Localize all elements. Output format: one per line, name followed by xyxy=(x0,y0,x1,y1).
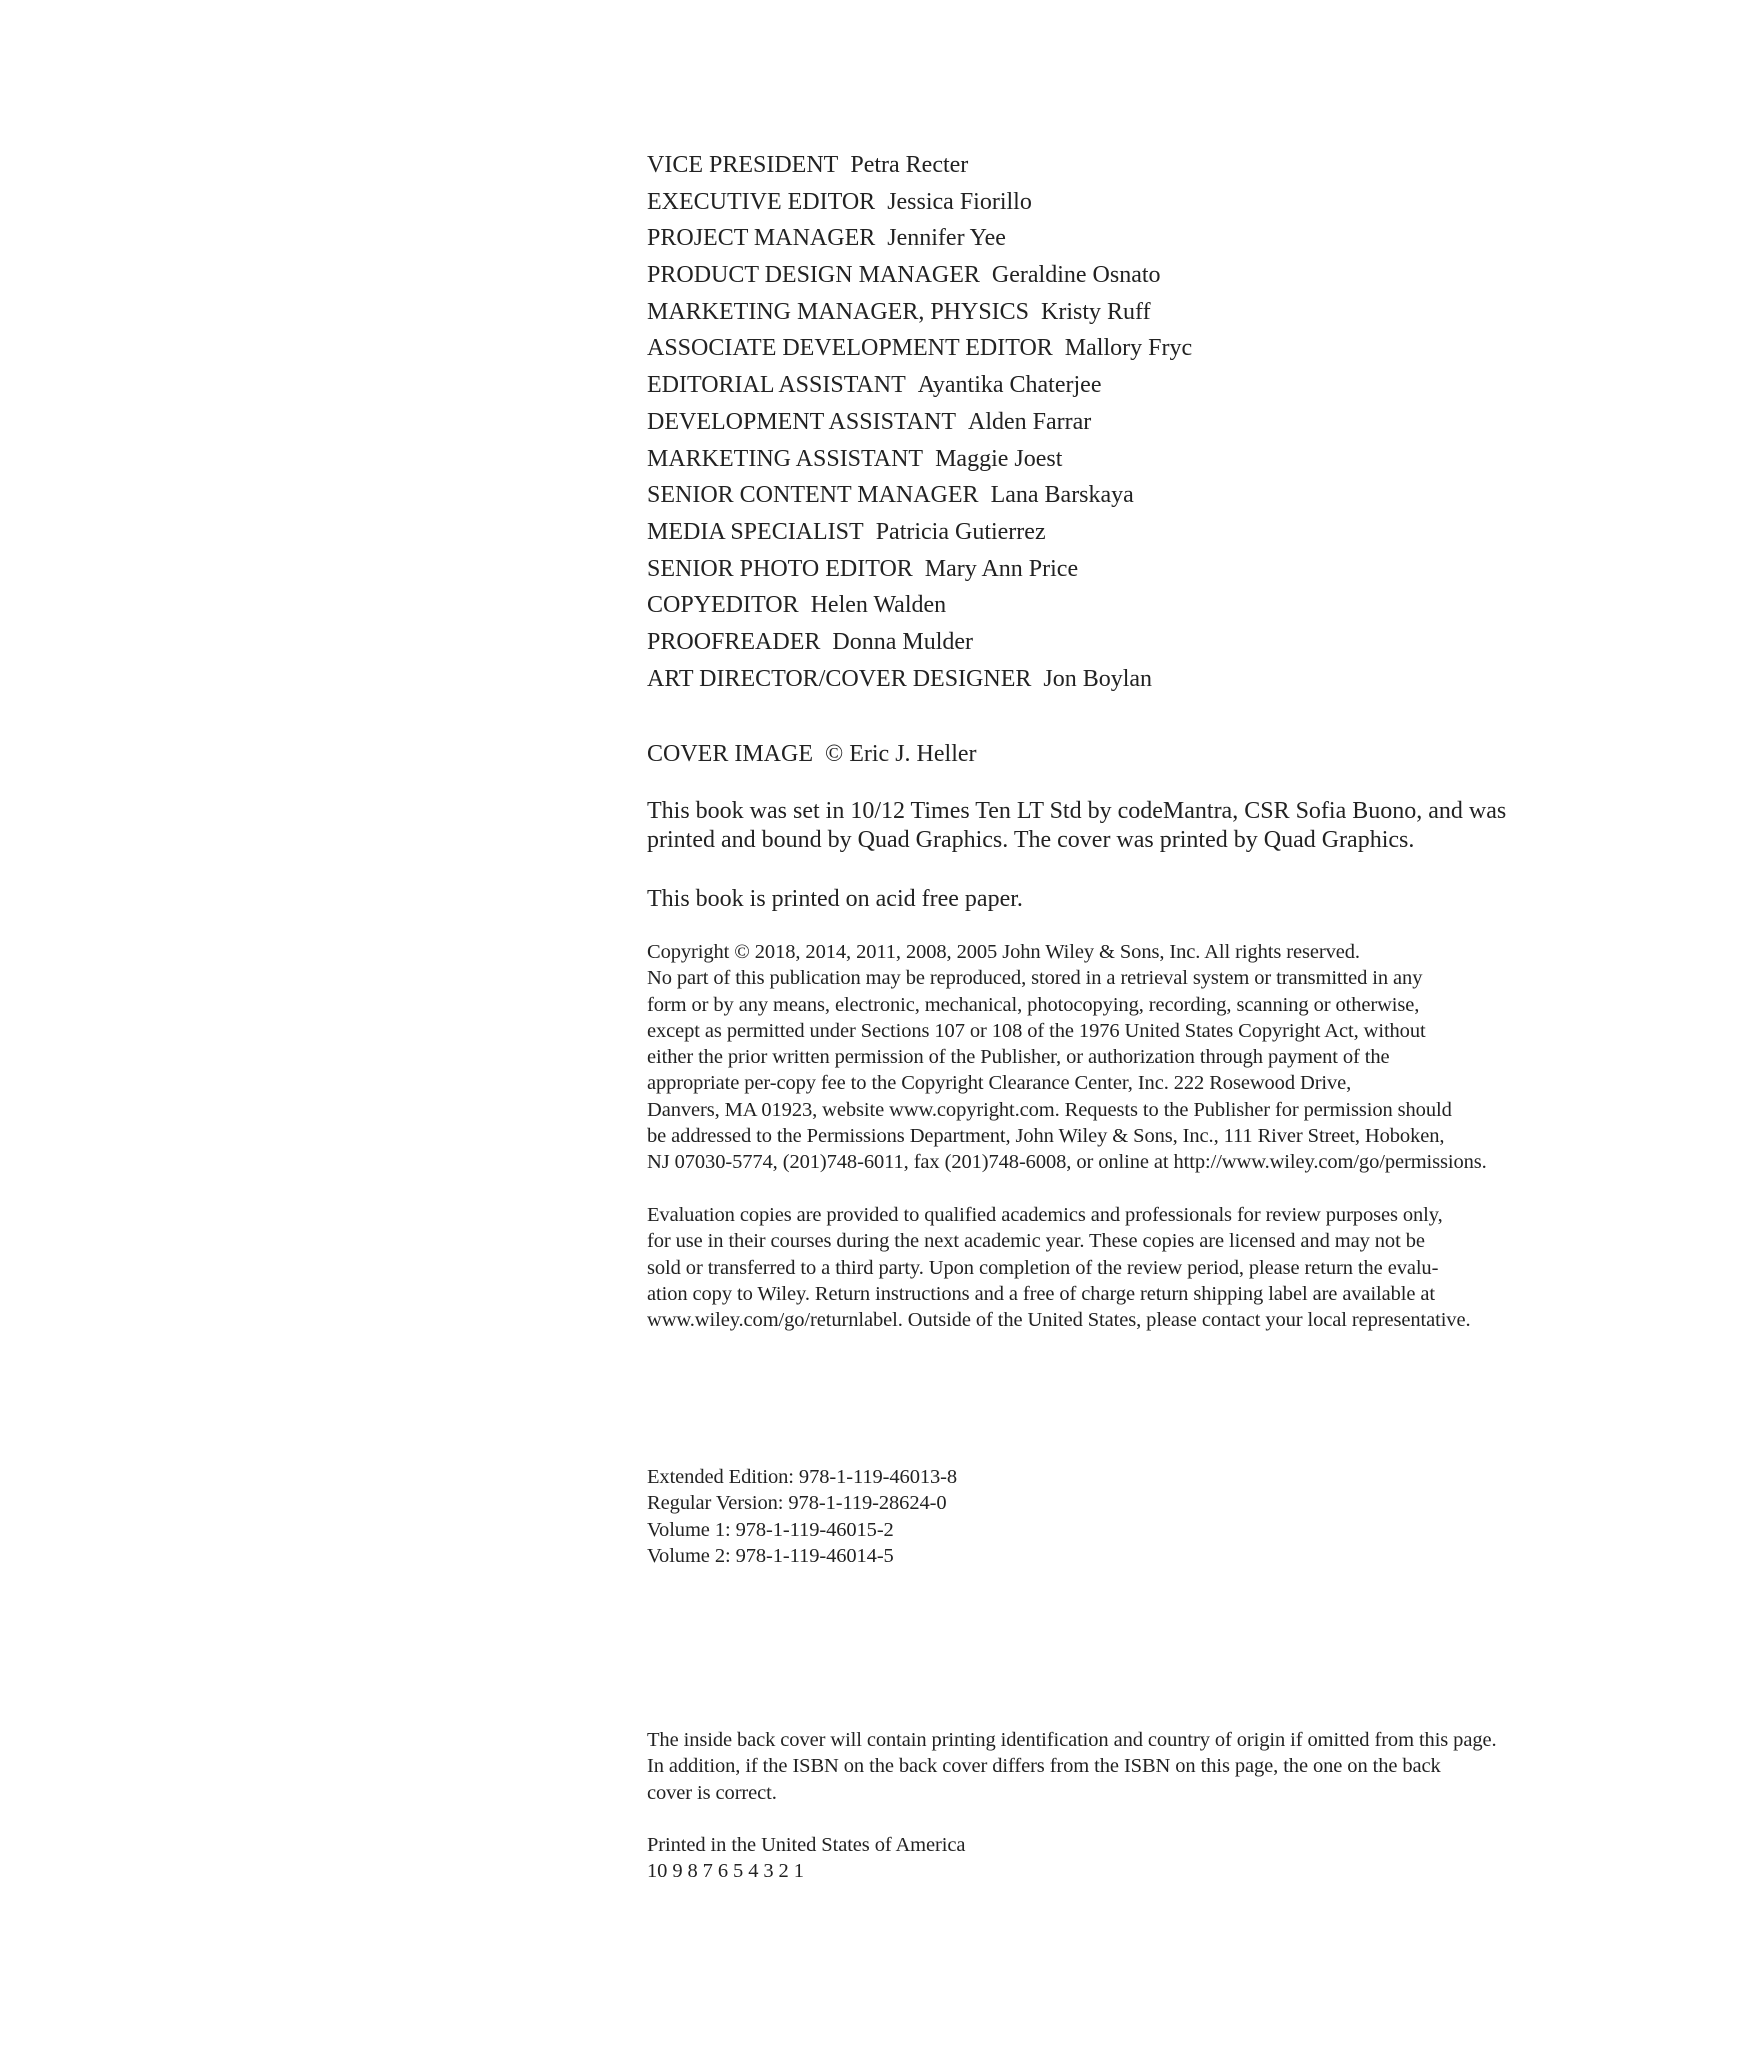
credit-line xyxy=(647,330,1192,367)
credit-role: EDITORIAL ASSISTANT xyxy=(647,372,906,399)
credit-line xyxy=(647,514,1192,551)
credit-role: MARKETING MANAGER, PHYSICS xyxy=(647,298,1030,325)
credit-line xyxy=(647,404,1192,441)
credit-line xyxy=(647,367,1192,404)
credit-role: ASSOCIATE DEVELOPMENT EDITOR xyxy=(647,335,1053,362)
credit-role: EXECUTIVE EDITOR xyxy=(647,188,876,215)
text-line: Danvers, MA 01923, website www.copyright.com. Requests to the Publisher for permission should xyxy=(647,1098,1452,1121)
credit-role: MARKETING ASSISTANT xyxy=(647,445,924,472)
credit-line xyxy=(647,587,1192,624)
credit-name: Mallory Fryc xyxy=(1064,335,1193,362)
credit-name: © Eric J. Heller xyxy=(825,741,977,767)
text-line: cover is correct. xyxy=(647,1781,777,1804)
evaluation-paragraph xyxy=(647,1202,1470,1333)
credit-line xyxy=(647,477,1192,514)
credit-name: Jennifer Yee xyxy=(887,225,1006,252)
credit-role: PROJECT MANAGER xyxy=(647,225,876,252)
credit-role: COPYEDITOR xyxy=(647,592,799,619)
typeset-paragraph xyxy=(647,797,1506,855)
text-line: ation copy to Wiley. Return instructions and a free of charge return shipping label are available at xyxy=(647,1282,1436,1305)
credit-line xyxy=(647,257,1192,294)
text-line: sold or transferred to a third party. Upon completion of the review period, please return the evalu- xyxy=(647,1256,1439,1279)
credit-role: MEDIA SPECIALIST xyxy=(647,518,864,545)
copyright-paragraph xyxy=(647,939,1487,1175)
back-cover-note xyxy=(647,1727,1497,1806)
credit-line xyxy=(647,661,1192,698)
credit-line xyxy=(647,624,1192,661)
credit-role: DEVELOPMENT ASSISTANT xyxy=(647,408,956,435)
credit-role: COVER IMAGE xyxy=(647,741,813,767)
text-line: appropriate per-copy fee to the Copyright Clearance Center, Inc. 222 Rosewood Drive, xyxy=(647,1072,1352,1095)
text-line: 10 9 8 7 6 5 4 3 2 1 xyxy=(647,1860,804,1883)
credit-name: Geraldine Osnato xyxy=(991,262,1161,289)
credit-name: Patricia Gutierrez xyxy=(875,518,1046,545)
text-line: Extended Edition: 978-1-119-46013-8 xyxy=(647,1466,958,1488)
credit-role: PRODUCT DESIGN MANAGER xyxy=(647,262,980,289)
credit-role: PROOFREADER xyxy=(647,628,821,655)
credit-name: Jessica Fiorillo xyxy=(887,188,1032,215)
credit-line xyxy=(647,184,1192,221)
credit-name: Alden Farrar xyxy=(968,408,1092,435)
text-line: form or by any means, electronic, mechanical, photocopying, recording, scanning or otherwise, xyxy=(647,993,1420,1016)
text-line: In addition, if the ISBN on the back cover differs from the ISBN on this page, the one on the back xyxy=(647,1755,1441,1778)
printed-info xyxy=(647,1832,965,1885)
text-line: for use in their courses during the next academic year. These copies are licensed and may not be xyxy=(647,1230,1425,1253)
text-line: This book is printed on acid free paper. xyxy=(647,886,1023,912)
acid-free-paragraph xyxy=(647,885,1023,914)
credit-line xyxy=(647,294,1192,331)
text-line: be addressed to the Permissions Department, John Wiley & Sons, Inc., 111 River Street, Hoboken, xyxy=(647,1124,1445,1147)
text-line: This book was set in 10/12 Times Ten LT Std by codeMantra, CSR Sofia Buono, and was xyxy=(647,798,1507,824)
text-line: except as permitted under Sections 107 or 108 of the 1976 United States Copyright Act, without xyxy=(647,1019,1426,1042)
text-line: www.wiley.com/go/returnlabel. Outside of the United States, please contact your local representative. xyxy=(647,1309,1471,1331)
text-line: printed and bound by Quad Graphics. The cover was printed by Quad Graphics. xyxy=(647,827,1415,853)
text-line: No part of this publication may be reproduced, stored in a retrieval system or transmitted in any xyxy=(647,967,1423,990)
credit-name: Ayantika Chaterjee xyxy=(917,372,1102,399)
cover-image-credit xyxy=(647,736,977,773)
credits-list xyxy=(647,147,1192,697)
text-line: NJ 07030-5774, (201)748-6011, fax (201)748-6008, or online at http://www.wiley.com/go/permissions. xyxy=(647,1151,1487,1173)
text-line: Regular Version: 978-1-119-28624-0 xyxy=(647,1492,947,1515)
text-line: Copyright © 2018, 2014, 2011, 2008, 2005 John Wiley & Sons, Inc. All rights reserved. xyxy=(647,941,1360,963)
credit-name: Petra Recter xyxy=(850,152,969,178)
isbn-list xyxy=(647,1464,957,1569)
credit-name: Jon Boylan xyxy=(1043,665,1153,692)
text-line: Volume 2: 978-1-119-46014-5 xyxy=(647,1544,894,1567)
text-line: Evaluation copies are provided to qualified academics and professionals for review purposes only, xyxy=(647,1204,1443,1226)
credit-role: SENIOR PHOTO EDITOR xyxy=(647,555,913,582)
credit-role: ART DIRECTOR/COVER DESIGNER xyxy=(647,665,1032,692)
credit-name: Mary Ann Price xyxy=(924,555,1079,582)
credit-name: Kristy Ruff xyxy=(1041,298,1151,325)
credit-line xyxy=(647,220,1192,257)
text-line: either the prior written permission of the Publisher, or authorization through payment of the xyxy=(647,1046,1390,1068)
text-line: The inside back cover will contain printing identification and country of origin if omitted from this page. xyxy=(647,1729,1497,1751)
text-line: Printed in the United States of America xyxy=(647,1834,966,1856)
credit-name: Helen Walden xyxy=(810,592,947,619)
credit-name: Lana Barskaya xyxy=(990,482,1134,509)
credit-line xyxy=(647,551,1192,588)
credit-role: SENIOR CONTENT MANAGER xyxy=(647,482,979,509)
credit-line xyxy=(647,441,1192,478)
credit-name: Donna Mulder xyxy=(832,628,974,655)
credit-name: Maggie Joest xyxy=(935,445,1063,472)
credit-role: VICE PRESIDENT xyxy=(647,152,839,178)
text-line: Volume 1: 978-1-119-46015-2 xyxy=(647,1518,894,1541)
credit-line xyxy=(647,147,1192,184)
